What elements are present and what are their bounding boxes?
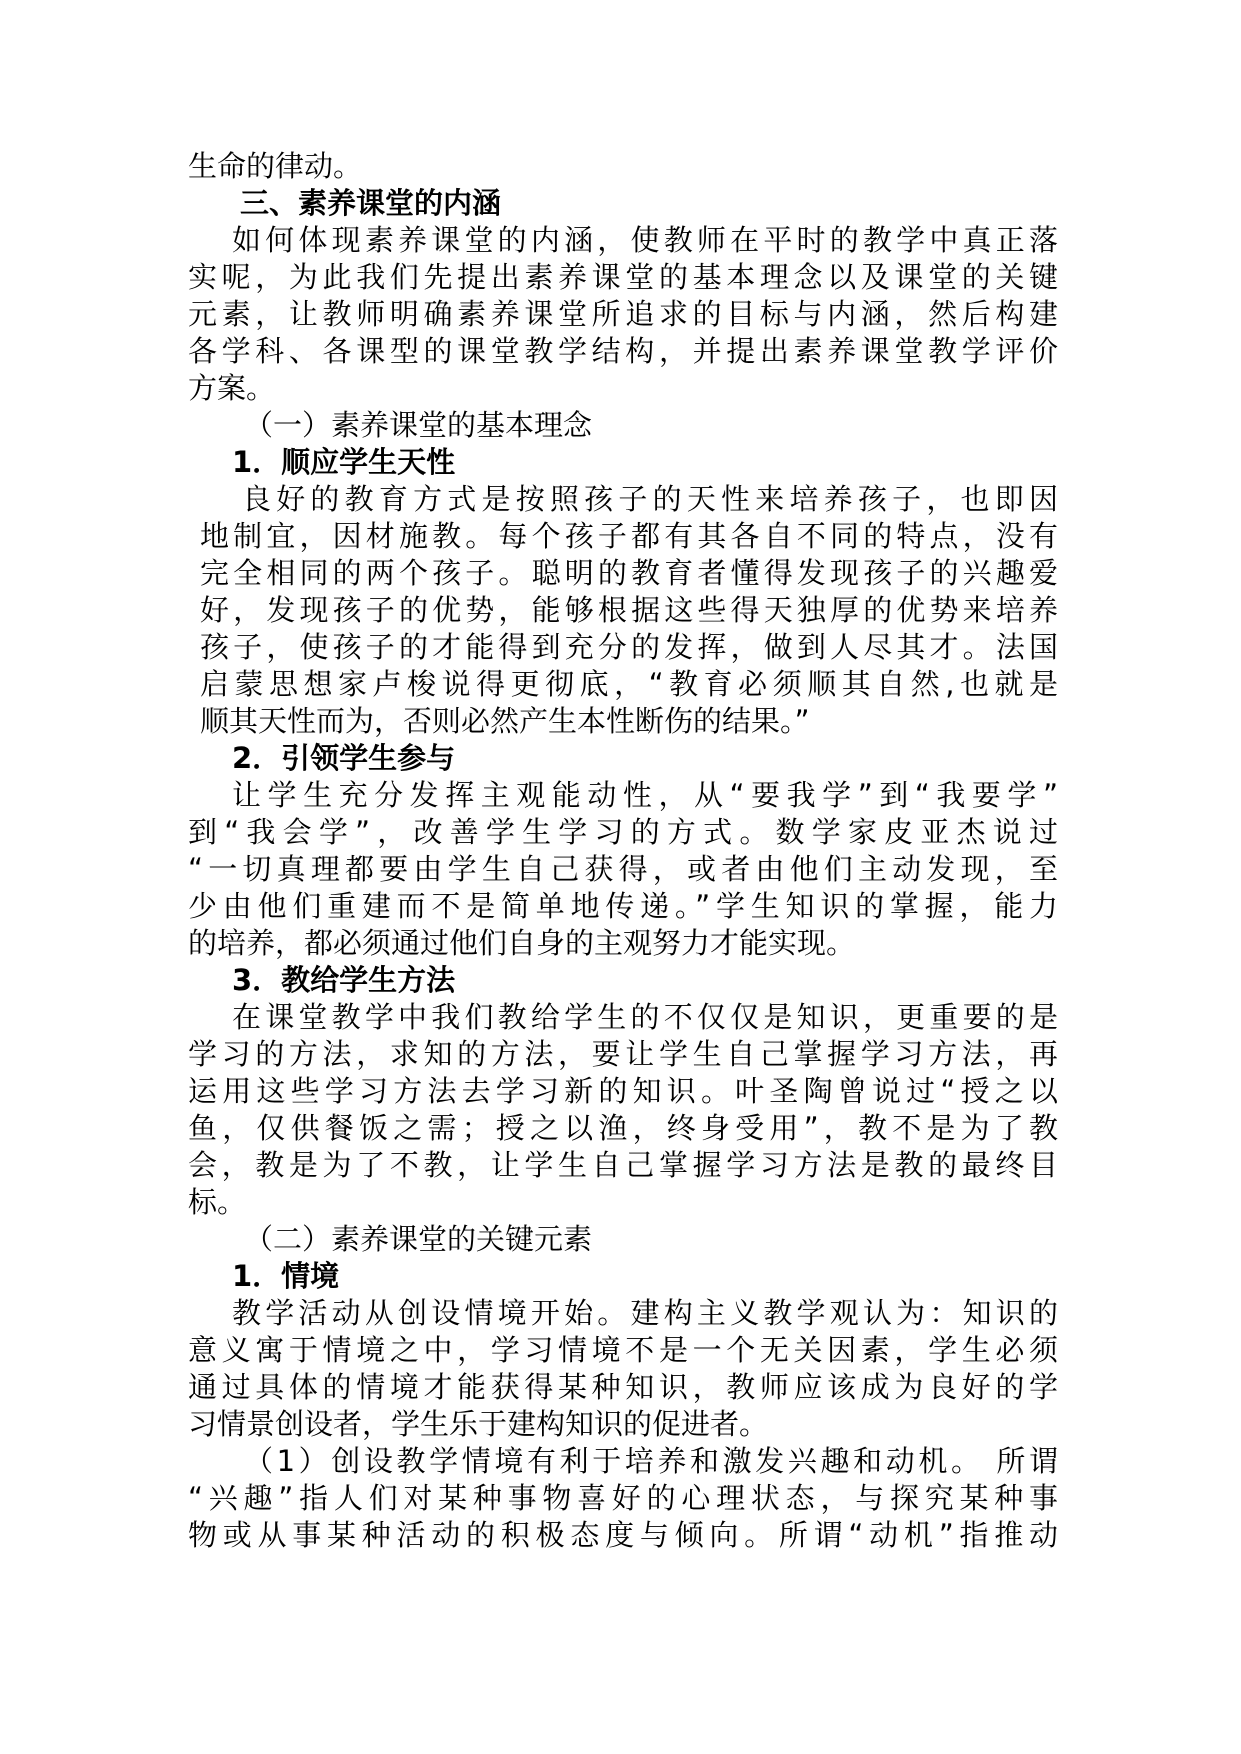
- item-heading-text: 2．引领学生参与: [232, 741, 456, 775]
- text-line: “一切真理都要由学生自己获得，或者由他们主动发现，至: [188, 852, 1058, 886]
- item-heading-2: [188, 740, 1058, 777]
- subsection-heading-1: [188, 407, 1058, 444]
- subsection-heading-text: （二）素养课堂的关键元素: [244, 1222, 593, 1256]
- paragraph-interest: [188, 1443, 1058, 1554]
- subsection-heading-text: （一）素养课堂的基本理念: [244, 408, 593, 442]
- paragraph-nature: [188, 481, 1058, 740]
- subsection-heading-2: [188, 1221, 1058, 1258]
- text-line: 启蒙思想家卢梭说得更彻底，“教育必须顺其自然,也就是: [200, 667, 1058, 701]
- paragraph-participation: [188, 777, 1058, 962]
- paragraph-intro: [188, 222, 1058, 407]
- text-line: 到“我会学”，改善学生学习的方式。数学家皮亚杰说过: [188, 815, 1058, 849]
- text-line: 让学生充分发挥主观能动性，从“要我学”到“我要学”: [232, 778, 1058, 812]
- text-line: 的培养，都必须通过他们自身的主观努力才能实现。: [188, 926, 856, 960]
- text-line: 孩子，使孩子的才能得到充分的发挥，做到人尽其才。法国: [200, 630, 1058, 664]
- text-line: 习情景创设者，学生乐于建构知识的促进者。: [188, 1407, 769, 1441]
- text-line: 良好的教育方式是按照孩子的天性来培养孩子，也即因: [242, 482, 1058, 516]
- item-heading-situation: [188, 1258, 1058, 1295]
- text-line: 各学科、各课型的课堂教学结构，并提出素养课堂教学评价: [188, 334, 1058, 368]
- text-line: 地制宜，因材施教。每个孩子都有其各自不同的特点，没有: [200, 519, 1058, 553]
- text-line: 生命的律动。: [188, 149, 363, 183]
- item-heading-text: 1．情境: [232, 1259, 340, 1293]
- text-line: 学习的方法，求知的方法，要让学生自己掌握学习方法，再: [188, 1037, 1058, 1071]
- item-heading-text: 1．顺应学生天性: [232, 445, 456, 479]
- text-line: 如何体现素养课堂的内涵，使教师在平时的教学中真正落: [232, 223, 1058, 257]
- item-heading-3: [188, 962, 1058, 999]
- text-line: 运用这些学习方法去学习新的知识。叶圣陶曾说过“授之以: [188, 1074, 1058, 1108]
- text-line: （1）创设教学情境有利于培养和激发兴趣和动机。 所谓: [244, 1444, 1058, 1478]
- text-line: 通过具体的情境才能获得某种知识，教师应该成为良好的学: [188, 1370, 1058, 1404]
- text-line: 在课堂教学中我们教给学生的不仅仅是知识，更重要的是: [232, 1000, 1058, 1034]
- text-line: 少由他们重建而不是简单地传递。”学生知识的掌握，能力: [188, 889, 1058, 923]
- text-line: 标。: [188, 1185, 247, 1219]
- section-heading-3: [188, 185, 1058, 222]
- paragraph-situation: [188, 1295, 1058, 1443]
- text-line: 完全相同的两个孩子。聪明的教育者懂得发现孩子的兴趣爱: [200, 556, 1058, 590]
- text-line: 教学活动从创设情境开始。建构主义教学观认为：知识的: [232, 1296, 1058, 1330]
- text-line: 鱼，仅供餐饭之需；授之以渔，终身受用”，教不是为了教: [188, 1111, 1058, 1145]
- text-line: 实呢，为此我们先提出素养课堂的基本理念以及课堂的关键: [188, 260, 1058, 294]
- text-line: 意义寓于情境之中，学习情境不是一个无关因素，学生必须: [188, 1333, 1058, 1367]
- text-line: 方案。: [188, 371, 276, 405]
- text-line: 会，教是为了不教，让学生自己掌握学习方法是教的最终目: [188, 1148, 1058, 1182]
- text-line: 物或从事某种活动的积极态度与倾向。所谓“动机”指推动: [188, 1518, 1058, 1552]
- paragraph-continued: [188, 148, 1058, 185]
- paragraph-methods: [188, 999, 1058, 1221]
- section-heading-text: 三、素养课堂的内涵: [240, 186, 502, 220]
- text-line: 顺其天性而为，否则必然产生本性断伤的结果。”: [200, 704, 810, 738]
- text-line: “兴趣”指人们对某种事物喜好的心理状态，与探究某种事: [188, 1481, 1058, 1515]
- item-heading-text: 3．教给学生方法: [232, 963, 456, 997]
- text-line: 元素，让教师明确素养课堂所追求的目标与内涵，然后构建: [188, 297, 1058, 331]
- document-body: [188, 148, 1058, 1554]
- text-line: 好，发现孩子的优势，能够根据这些得天独厚的优势来培养: [200, 593, 1058, 627]
- item-heading-1: [188, 444, 1058, 481]
